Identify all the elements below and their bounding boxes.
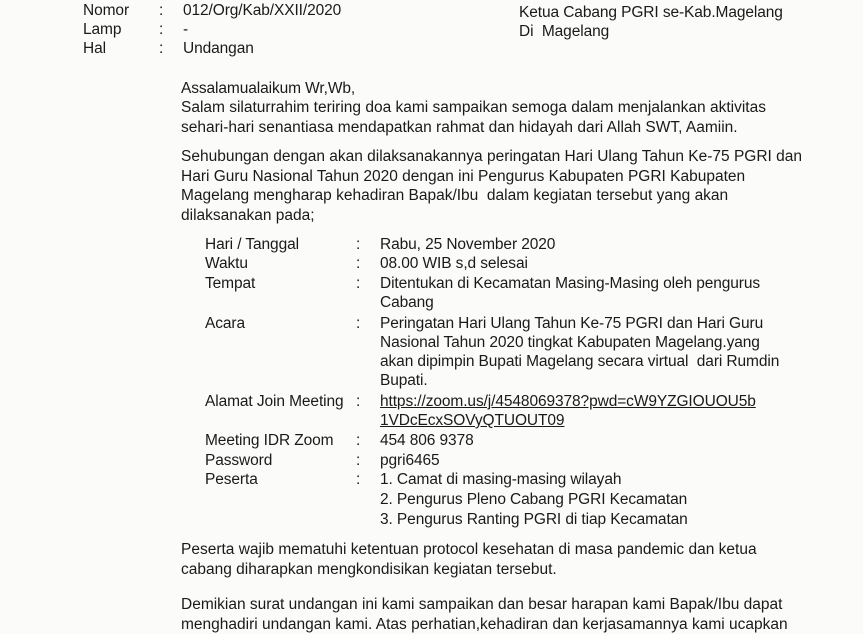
password-value: pgri6465 — [380, 451, 440, 470]
meeting-id-colon: : — [356, 431, 360, 450]
meeting-link-line-2[interactable]: 1VDcEcxSOVyQTUOUT09 — [380, 411, 564, 430]
final-line-1: Demikian surat undangan ini kami sampaikan dan besar harapan kami Bapak/Ibu dapat — [181, 595, 757, 615]
hal-label: Hal — [83, 39, 106, 58]
password-colon: : — [356, 451, 360, 470]
acara-line-4: Bupati. — [380, 371, 428, 390]
meeting-link-line-1[interactable]: https://zoom.us/j/4548069378?pwd=cW9YZGIOUOU5b — [380, 392, 756, 411]
intro-line-1: Salam silaturrahim teriring doa kami sampaikan semoga dalam menjalankan aktivitas — [181, 98, 757, 118]
purpose-paragraph — [181, 147, 757, 225]
peserta-item-2: 2. Pengurus Pleno Cabang PGRI Kecamatan — [380, 490, 687, 509]
nomor-value: 012/Org/Kab/XXII/2020 — [183, 1, 341, 20]
final-line-2: menghadiri undangan kami. Atas perhatian,kehadiran dan kerjasamannya kami ucapkan — [181, 615, 757, 634]
waktu-value: 08.00 WIB s,d selesai — [380, 254, 528, 273]
peserta-colon: : — [356, 470, 360, 489]
acara-label: Acara — [205, 314, 245, 333]
protocol-paragraph — [181, 540, 757, 579]
acara-line-3: akan dipimpin Bupati Magelang secara virtual dari Rumdin — [380, 352, 779, 371]
purpose-line-1: Sehubungan dengan akan dilaksanakannya peringatan Hari Ulang Tahun Ke-75 PGRI dan — [181, 147, 757, 167]
acara-line-1: Peringatan Hari Ulang Tahun Ke-75 PGRI dan Hari Guru — [380, 314, 763, 333]
waktu-colon: : — [356, 254, 360, 273]
final-paragraph — [181, 595, 757, 634]
lamp-colon: : — [159, 20, 163, 39]
waktu-label: Waktu — [205, 254, 248, 273]
lamp-value: - — [183, 20, 188, 39]
alamat-label: Alamat Join Meeting — [205, 392, 344, 411]
recipient-line-2: Di Magelang — [519, 22, 609, 41]
recipient-line-1: Ketua Cabang PGRI se-Kab.Magelang — [519, 3, 783, 22]
lamp-label: Lamp — [83, 20, 121, 39]
acara-colon: : — [356, 314, 360, 333]
hari-label: Hari / Tanggal — [205, 235, 299, 254]
protocol-line-2: cabang diharapkan mengkondisikan kegiatan tersebut. — [181, 560, 757, 580]
purpose-line-4: dilaksanakan pada; — [181, 206, 757, 226]
tempat-line-2: Cabang — [380, 293, 434, 312]
peserta-label: Peserta — [205, 470, 258, 489]
purpose-line-3: Magelang mengharap kehadiran Bapak/Ibu dalam kegiatan tersebut yang akan — [181, 186, 757, 206]
meeting-id-label: Meeting IDR Zoom — [205, 431, 333, 450]
peserta-item-3: 3. Pengurus Ranting PGRI di tiap Kecamatan — [380, 510, 688, 529]
acara-line-2: Nasional Tahun 2020 tingkat Kabupaten Magelang.yang — [380, 333, 760, 352]
password-label: Password — [205, 451, 272, 470]
tempat-colon: : — [356, 274, 360, 293]
tempat-label: Tempat — [205, 274, 255, 293]
meeting-id-value: 454 806 9378 — [380, 431, 474, 450]
nomor-label: Nomor — [83, 1, 129, 20]
hal-value: Undangan — [183, 39, 254, 58]
protocol-line-1: Peserta wajib mematuhi ketentuan protocol kesehatan di masa pandemic dan ketua — [181, 540, 757, 560]
intro-line-2: sehari-hari senantiasa mendapatkan rahmat dan hidayah dari Allah SWT, Aamiin. — [181, 118, 757, 138]
hari-colon: : — [356, 235, 360, 254]
greeting: Assalamualaikum Wr,Wb, — [181, 79, 355, 98]
hari-value: Rabu, 25 November 2020 — [380, 235, 555, 254]
purpose-line-2: Hari Guru Nasional Tahun 2020 dengan ini Pengurus Kabupaten PGRI Kabupaten — [181, 167, 757, 187]
peserta-item-1: 1. Camat di masing-masing wilayah — [380, 470, 621, 489]
hal-colon: : — [159, 39, 163, 58]
alamat-colon: : — [356, 392, 360, 411]
nomor-colon: : — [159, 1, 163, 20]
intro-paragraph — [181, 98, 757, 137]
tempat-line-1: Ditentukan di Kecamatan Masing-Masing oleh pengurus — [380, 274, 760, 293]
